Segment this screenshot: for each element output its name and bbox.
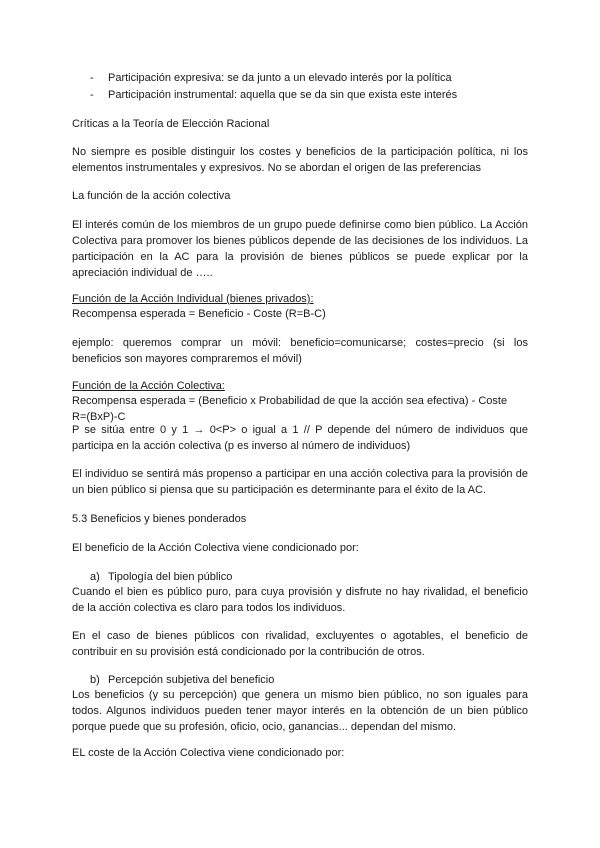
item-b-paragraph: Los beneficios (y su percepción) que genera un mismo bien público, no son iguales para todos. Algunos individuos pueden tener mayor interés en la obtención de un bien público porque puede que su profesión, oficio, ocio, ganancias... dependan del mismo.: [72, 689, 528, 733]
individual-example: ejemplo: queremos comprar un móvil: beneficio=comunicarse; costes=precio (si los beneficios son mayores compraremos el móvil): [72, 337, 528, 365]
criticas-heading: Críticas a la Teoría de Elección Racional: [72, 118, 270, 130]
bullet-expresiva: [90, 70, 530, 86]
item-a-label: Tipología del bien público: [108, 571, 233, 583]
item-a-marker: a): [90, 571, 100, 583]
item-b-title: [90, 672, 274, 688]
individual-heading: Función de la Acción Individual (bienes privados):: [72, 293, 314, 305]
colectiva-heading: Función de la Acción Colectiva:: [72, 380, 225, 392]
item-b-marker: b): [90, 674, 100, 686]
coste-intro: EL coste de la Acción Colectiva viene condicionado por:: [72, 747, 345, 759]
item-b-label: Percepción subjetiva del beneficio: [108, 674, 275, 686]
bullet-marker: -: [90, 89, 94, 101]
bullet-marker: -: [90, 72, 94, 84]
bullet-text: Participación expresiva: se da junto a un elevado interés por la política: [108, 72, 452, 84]
funcion-ac-heading: La función de la acción colectiva: [72, 190, 231, 202]
bullet-text: Participación instrumental: aquella que se da sin que exista este interés: [108, 89, 458, 101]
section-5-3-heading: 5.3 Beneficios y bienes ponderados: [72, 513, 247, 525]
individual-formula: Recompensa esperada = Beneficio - Coste (R=B-C): [72, 308, 326, 320]
beneficio-intro: El beneficio de la Acción Colectiva viene condicionado por:: [72, 542, 359, 554]
funcion-ac-paragraph: El interés común de los miembros de un grupo puede definirse como bien público. La Acción Colectiva para promover los bienes públicos depende de las decisiones de los individuos. La participación en la AC para la provisión de bienes públicos se puede explicar por la apreciación individual de …..: [72, 219, 528, 279]
colectiva-p-explanation: P se sitúa entre 0 y 1 → 0<P> o igual a 1 // P depende del número de individuos que participa en la acción colectiva (p es inverso al número de individuos): [72, 424, 528, 452]
item-a-paragraph-1: Cuando el bien es público puro, para cuya provisión y disfrute no hay rivalidad, el beneficio de la acción colectiva es claro para todos los individuos.: [72, 586, 528, 614]
item-a-paragraph-2: En el caso de bienes públicos con rivalidad, excluyentes o agotables, el beneficio de contribuir en su provisión está condicionado por la contribución de otros.: [72, 630, 528, 658]
criticas-paragraph: No siempre es posible distinguir los costes y beneficios de la participación política, ni los elementos instrumentales y expresivos. No se abordan el origen de las preferencias: [72, 146, 528, 174]
bullet-instrumental: [90, 87, 530, 103]
conclusion-paragraph: El individuo se sentirá más propenso a participar en una acción colectiva para la provisión de un bien público si piensa que su participación es determinante para el éxito de la AC.: [72, 468, 528, 496]
item-a-title: [90, 569, 232, 585]
colectiva-formula: Recompensa esperada = (Beneficio x Probabilidad de que la acción sea efectiva) - Coste R=(BxP)-C: [72, 395, 508, 423]
